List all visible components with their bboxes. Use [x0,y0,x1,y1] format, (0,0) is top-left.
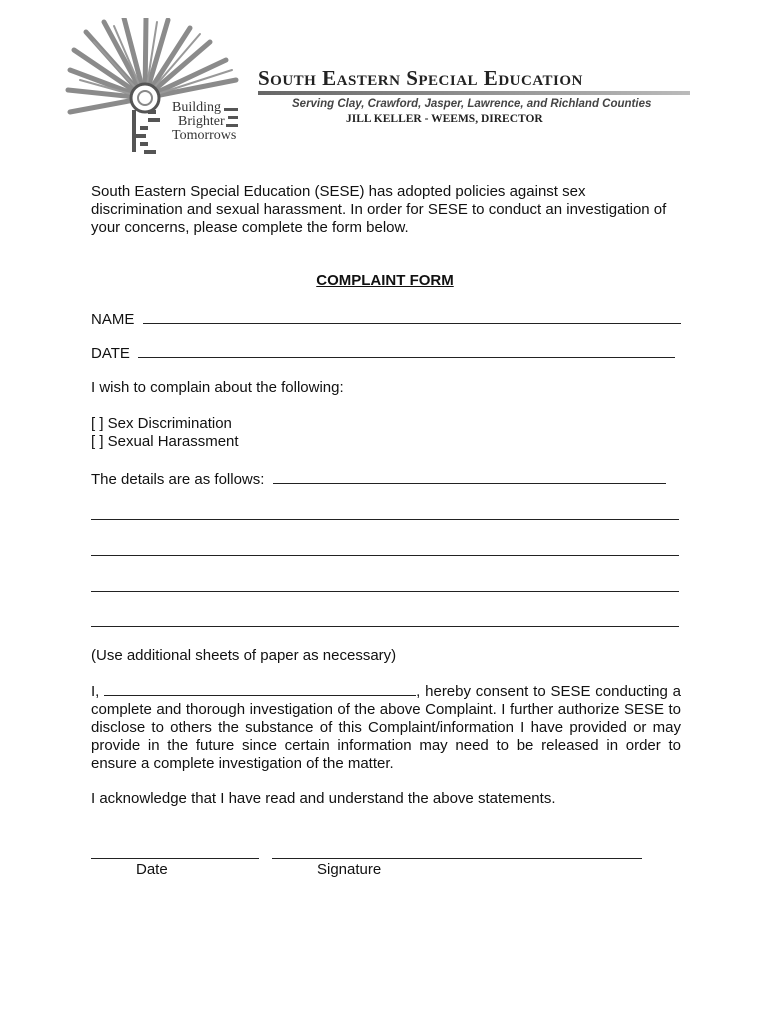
letterhead-rule [258,91,690,95]
date-label: DATE [91,345,130,362]
additional-sheets-note: (Use additional sheets of paper as necessary) [91,647,397,664]
sunburst-logo-icon [60,18,260,168]
tagline-brighter: Brighter [178,114,225,129]
name-field[interactable] [91,309,681,328]
acknowledgement: I acknowledge that I have read and understand the above statements. [91,790,556,807]
option-sex-discrimination[interactable]: [ ] Sex Discrimination [91,415,232,432]
signature-label: Signature [317,861,382,878]
organization-name: South Eastern Special Education [258,66,583,90]
tagline-tomorrows: Tomorrows [172,128,237,143]
form-title: COMPLAINT FORM [316,272,454,289]
option-sexual-harassment[interactable]: [ ] Sexual Harassment [91,433,239,450]
complain-about-label: I wish to complain about the following: [91,379,344,396]
details-line-4[interactable] [91,626,679,627]
director-name: JILL KELLER - WEEMS, DIRECTOR [346,113,543,125]
date-signature-line[interactable] [91,858,259,859]
consent-name-input-line[interactable] [104,682,416,696]
date-signature-label: Date [136,861,168,878]
details-field[interactable] [91,469,666,488]
date-input-line[interactable] [138,343,675,358]
details-line-3[interactable] [91,591,679,592]
details-line-1[interactable] [91,519,679,520]
details-label: The details are as follows: [91,471,265,488]
date-field[interactable] [91,343,675,362]
consent-text: , hereby consent to SESE conducting a complete and thorough investigation of the above Complaint. I further authorize SESE to disclose to others the substance of this Complaint/information I have provided or may provide in the future since certain information may need to be released in order to ensure a complete investigation of the matter. [91,683,681,772]
consent-prefix: I, [91,683,100,700]
details-line-2[interactable] [91,555,679,556]
name-input-line[interactable] [143,309,681,324]
consent-paragraph [91,682,681,773]
signature-line[interactable] [272,858,642,859]
service-counties: Serving Clay, Crawford, Jasper, Lawrence, and Richland Counties [292,98,652,110]
tagline-building: Building [172,100,222,115]
details-input-line[interactable] [273,469,666,484]
intro-paragraph: South Eastern Special Education (SESE) has adopted policies against sex discrimination and sexual harassment. In order for SESE to conduct an investigation of your concerns, please complete the form below. [91,183,667,236]
letterhead [60,18,700,168]
name-label: NAME [91,311,135,328]
